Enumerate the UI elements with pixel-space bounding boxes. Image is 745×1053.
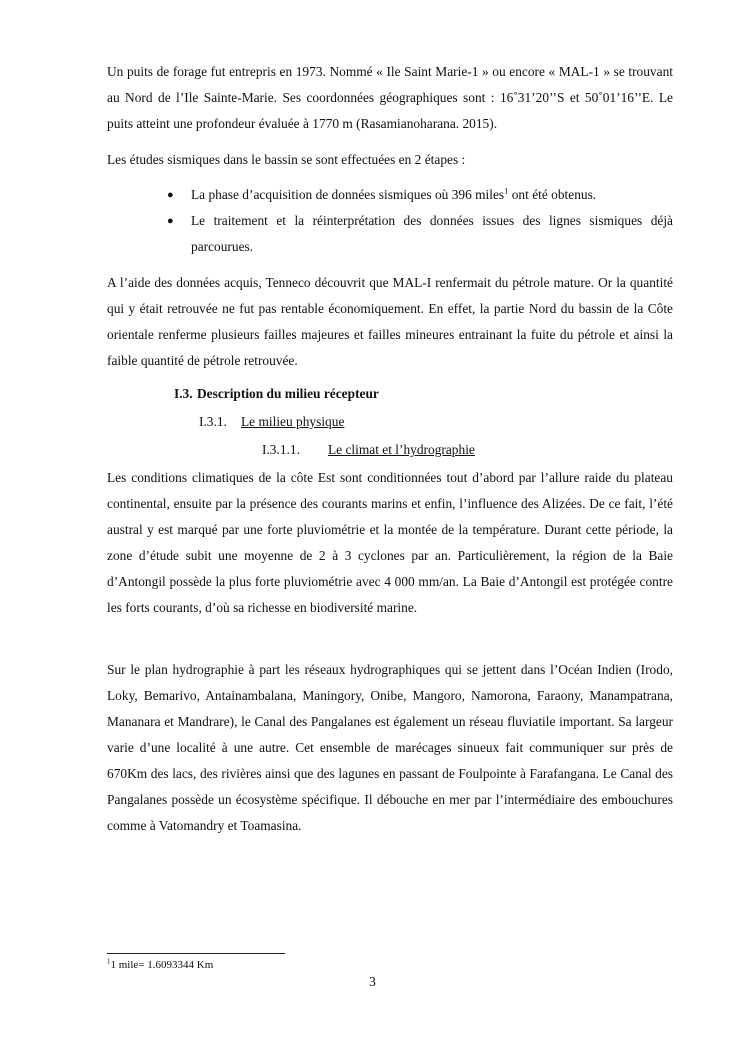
subsection-heading	[199, 409, 344, 435]
subsubsection-title: Le climat et l’hydrographie	[328, 442, 475, 457]
bullet-text: Le traitement et la réinterprétation des données issues des lignes sismiques déjà parcourues.	[191, 213, 673, 254]
bullet-text-end: ont été obtenus.	[508, 187, 597, 202]
subsection-title: Le milieu physique	[241, 414, 345, 429]
paragraph-tenneco: A l’aide des données acquis, Tenneco découvrit que MAL-I renfermait du pétrole mature. Or la quantité qui y était retrouvée ne fut pas rentable économiquement. En effet, la partie Nord du bassin de la Côte orientale renferme plusieurs failles majeures et failles mineures entrainant la fuite du pétrole et ainsi la faible quantité de pétrole retrouvée.	[107, 275, 673, 368]
footnote	[107, 957, 213, 973]
bullet-list	[107, 182, 673, 260]
bullet-icon: ●	[167, 215, 174, 227]
footnote-text: 1 mile= 1.6093344 Km	[110, 959, 214, 971]
subsubsection-number: I.3.1.1.	[262, 442, 300, 457]
section-title: Description du milieu récepteur	[197, 386, 379, 401]
subsubsection-heading	[262, 437, 475, 463]
section-heading	[174, 381, 379, 407]
paragraph-hydrographie: Sur le plan hydrographie à part les réseaux hydrographiques qui se jettent dans l’Océan Indien (Irodo, Loky, Bemarivo, Antainambalana, Maningory, Onibe, Mangoro, Namorona, Faraony, Manampatrana, Mananara et Mandrare), le Canal des Pangalanes est également un réseau fluviatile important. Sa largeur varie d’une localité à une autre. Cet ensemble de marécages sinueux fait communiquer sur près de 670Km des lacs, des rivières ainsi que des lagunes en passant de Foulpointe à Farafangana. Le Canal des Pangalanes possède un écosystème spécifique. Il débouche en mer par l’intermédiaire des embouchures comme à Vatomandry et Toamasina.	[107, 662, 673, 833]
list-item	[107, 208, 673, 260]
list-item	[107, 182, 673, 208]
paragraph-forage: Un puits de forage fut entrepris en 1973. Nommé « Ile Saint Marie-1 » ou encore « MAL-1 » se trouvant au Nord de l’Ile Sainte-Marie. Ses coordonnées géographiques sont : 16˚31’20’’S et 50˚01’16’’E. Le puits atteint une profondeur évaluée à 1770 m (Rasamianoharana. 2015).	[107, 64, 673, 131]
bullet-icon: ●	[167, 189, 174, 201]
section-number: I.3.	[174, 386, 193, 401]
bullet-text: La phase d’acquisition de données sismiques où 396 miles	[191, 187, 505, 202]
paragraph-climat: Les conditions climatiques de la côte Est sont conditionnées tout d’abord par l’allure raide du plateau continental, ensuite par la présence des courants marins et enfin, l’influence des Alizées. De ce fait, l’été austral y est marqué par une forte pluviométrie et la montée de la température. Durant cette période, la zone d’étude subit une moyenne de 2 à 3 cyclones par an. Particulièrement, la région de la Baie d’Antongil possède la plus forte pluviométrie avec 4 000 mm/an. La Baie d’Antongil est protégée contre les forts courants, d’où sa richesse en biodiversité marine.	[107, 470, 673, 615]
footnote-reference[interactable]: 1	[504, 185, 509, 196]
subsection-number: I.3.1.	[199, 414, 227, 429]
footnote-marker: 1	[107, 957, 111, 966]
page-number: 3	[369, 974, 376, 989]
paragraph-etudes-sismiques: Les études sismiques dans le bassin se sont effectuées en 2 étapes :	[107, 152, 466, 167]
footnote-divider	[107, 953, 285, 954]
